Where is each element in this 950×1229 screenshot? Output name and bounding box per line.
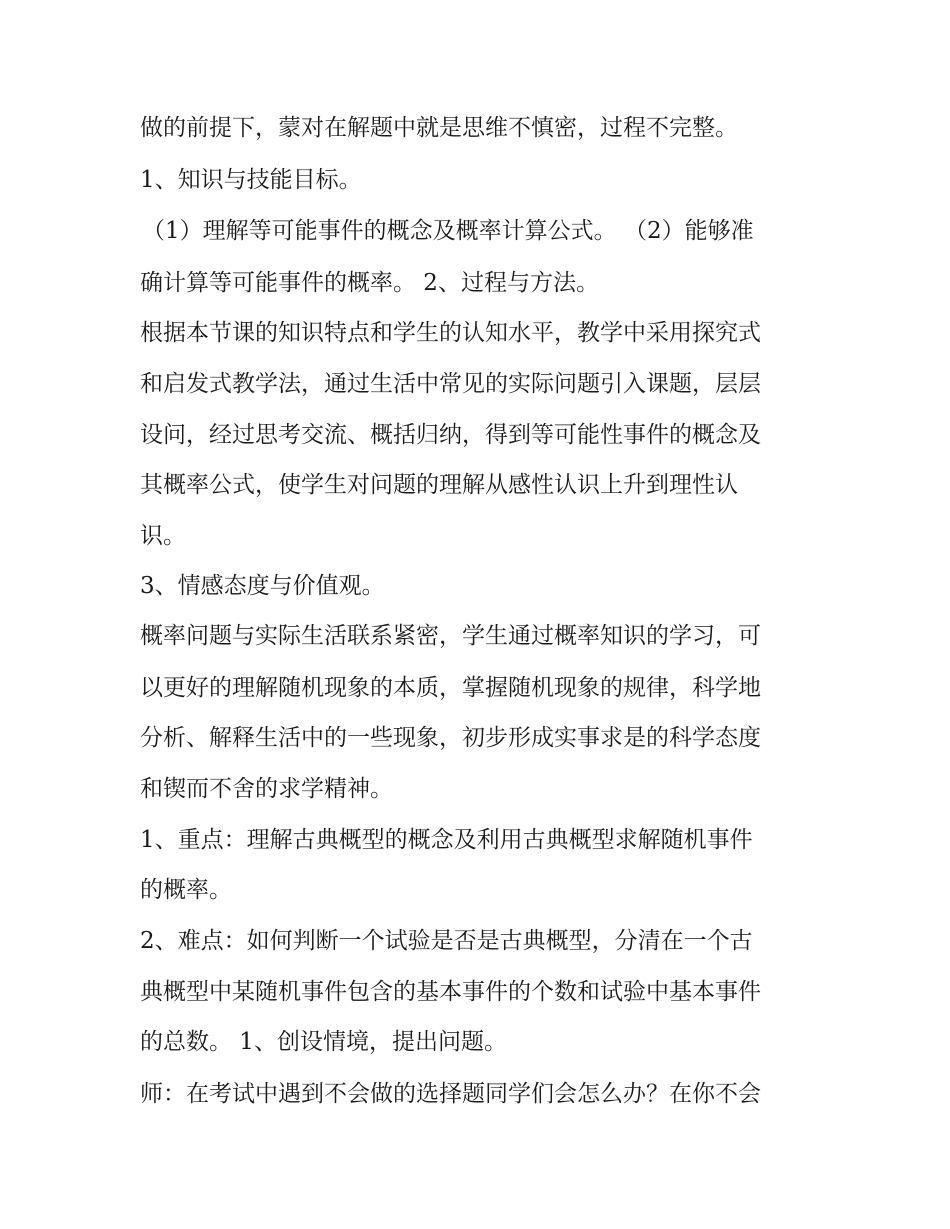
- text-line: 1、知识与技能目标。: [140, 167, 362, 193]
- text-line: 的概率。: [140, 877, 232, 903]
- text-line: 2、难点：如何判断一个试验是否是古典概型，分清在一个古: [140, 928, 753, 954]
- text-line: 师：在考试中遇到不会做的选择题同学们会怎么办？在你不会: [140, 1081, 761, 1107]
- text-line: 概率问题与实际生活联系紧密，学生通过概率知识的学习，可: [140, 623, 761, 649]
- text-line: 设问，经过思考交流、概括归纳，得到等可能性事件的概念及: [140, 422, 761, 448]
- text-line: 分析、解释生活中的一些现象，初步形成实事求是的科学态度: [140, 725, 761, 751]
- text-line: 典概型中某随机事件包含的基本事件的个数和试验中基本事件: [140, 979, 761, 1005]
- text-line: （1）理解等可能事件的概念及概率计算公式。 （2）能够准: [142, 218, 754, 244]
- text-line: 和启发式教学法，通过生活中常见的实际问题引入课题，层层: [140, 371, 761, 397]
- text-line: 识。: [140, 523, 186, 549]
- text-line: 3、情感态度与价值观。: [140, 573, 385, 599]
- text-line: 1、重点：理解古典概型的概念及利用古典概型求解随机事件: [140, 827, 753, 853]
- text-line: 做的前提下，蒙对在解题中就是思维不慎密，过程不完整。: [140, 115, 738, 141]
- text-line: 和锲而不舍的求学精神。: [140, 776, 393, 802]
- text-line: 以更好的理解随机现象的本质，掌握随机现象的规律，科学地: [140, 675, 761, 701]
- text-line: 其概率公式，使学生对问题的理解从感性认识上升到理性认: [140, 472, 738, 498]
- text-line: 确计算等可能事件的概率。 2、过程与方法。: [140, 270, 599, 296]
- text-line: 的总数。 1、创设情境，提出问题。: [140, 1029, 507, 1055]
- text-line: 根据本节课的知识特点和学生的认知水平，教学中采用探究式: [140, 320, 761, 346]
